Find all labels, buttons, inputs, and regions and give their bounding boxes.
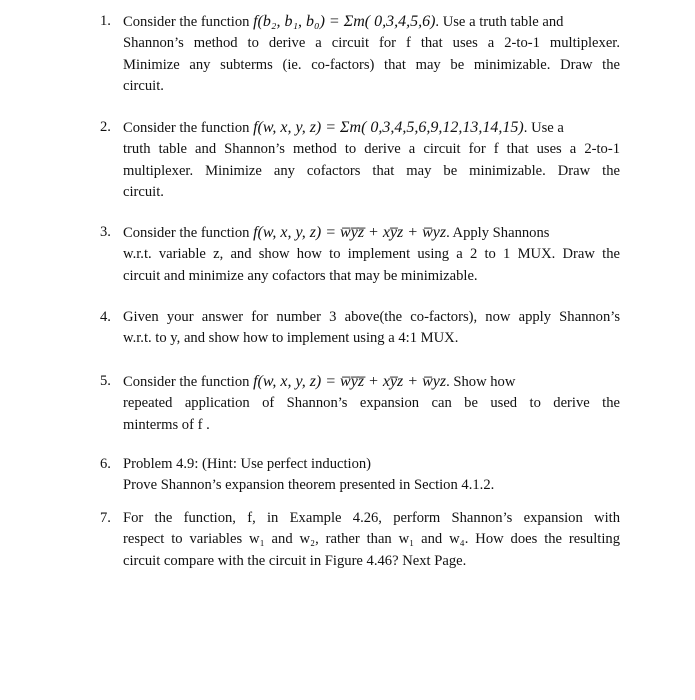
problem-number: 1. bbox=[100, 13, 111, 29]
problem-line: Consider the function f(w, x, y, z) = w̅y̅z̅ + xy̅z + w̅yz. Show how bbox=[123, 373, 516, 390]
problem-line: circuit and minimize any cofactors that may be minimizable. bbox=[123, 267, 478, 284]
function-expression: f(w, x, y, z) = w̅y̅z̅ + xy̅z + w̅yz bbox=[253, 224, 447, 241]
problem-line: w.r.t. variable z, and show how to implement using a 2 to 1 MUX. Draw the bbox=[123, 246, 620, 263]
problem-7 bbox=[100, 508, 620, 572]
problem-line: minterms of f . bbox=[123, 416, 210, 433]
problem-line: circuit. bbox=[123, 183, 164, 200]
problem-2 bbox=[100, 117, 620, 203]
problem-line: w.r.t. to y, and show how to implement using a 4:1 MUX. bbox=[123, 330, 459, 347]
problem-line: Shannon’s method to derive a circuit for f that uses a 2-to-1 multiplexer. bbox=[123, 35, 620, 52]
problem-line: Problem 4.9: (Hint: Use perfect induction) bbox=[123, 456, 372, 472]
problem-line: respect to variables w₁ and w₂, rather than w₁ and w₄. How does the resulting bbox=[123, 531, 620, 548]
problem-5 bbox=[100, 371, 620, 436]
problem-line: circuit compare with the circuit in Figure 4.46? Next Page. bbox=[123, 552, 467, 569]
problem-line: repeated application of Shannon’s expansion can be used to derive the bbox=[123, 395, 620, 412]
function-expression: f(w, x, y, z) = w̅y̅z̅ + xy̅z + w̅yz bbox=[253, 373, 447, 390]
problem-line: Given your answer for number 3 above(the co-factors), now apply Shannon’s bbox=[123, 309, 620, 325]
problem-number: 5. bbox=[100, 373, 111, 389]
problem-number: 6. bbox=[100, 456, 111, 472]
problem-line: Consider the function f(b₂, b₁, b₀) = Σm( 0,3,4,5,6). Use a truth table and bbox=[123, 13, 564, 30]
problem-number: 7. bbox=[100, 510, 111, 526]
function-expression: f(w, x, y, z) = Σm( 0,3,4,5,6,9,12,13,14,15) bbox=[253, 119, 524, 136]
problem-line: truth table and Shannon’s method to derive a circuit for f that uses a 2-to-1 bbox=[123, 141, 620, 158]
problem-line: circuit. bbox=[123, 77, 164, 94]
problem-6 bbox=[100, 454, 620, 497]
problem-number: 3. bbox=[100, 224, 111, 240]
problem-line: multiplexer. Minimize any cofactors that may be minimizable. Draw the bbox=[123, 162, 620, 179]
problem-line: Minimize any subterms (ie. co-factors) that may be minimizable. Draw the bbox=[123, 56, 620, 73]
problem-line: Consider the function f(w, x, y, z) = Σm( 0,3,4,5,6,9,12,13,14,15). Use a bbox=[123, 119, 564, 136]
problem-line: Prove Shannon’s expansion theorem presented in Section 4.1.2. bbox=[123, 477, 495, 494]
problem-1 bbox=[100, 11, 620, 97]
problem-line: For the function, f, in Example 4.26, perform Shannon’s expansion with bbox=[123, 510, 620, 526]
problem-number: 2. bbox=[100, 119, 111, 135]
problem-line: Consider the function f(w, x, y, z) = w̅y̅z̅ + xy̅z + w̅yz. Apply Shannons bbox=[123, 224, 550, 241]
problem-3 bbox=[100, 222, 620, 287]
problem-4 bbox=[100, 307, 620, 350]
problem-number: 4. bbox=[100, 309, 111, 325]
function-expression: f(b₂, b₁, b₀) = Σm( 0,3,4,5,6) bbox=[253, 13, 436, 30]
